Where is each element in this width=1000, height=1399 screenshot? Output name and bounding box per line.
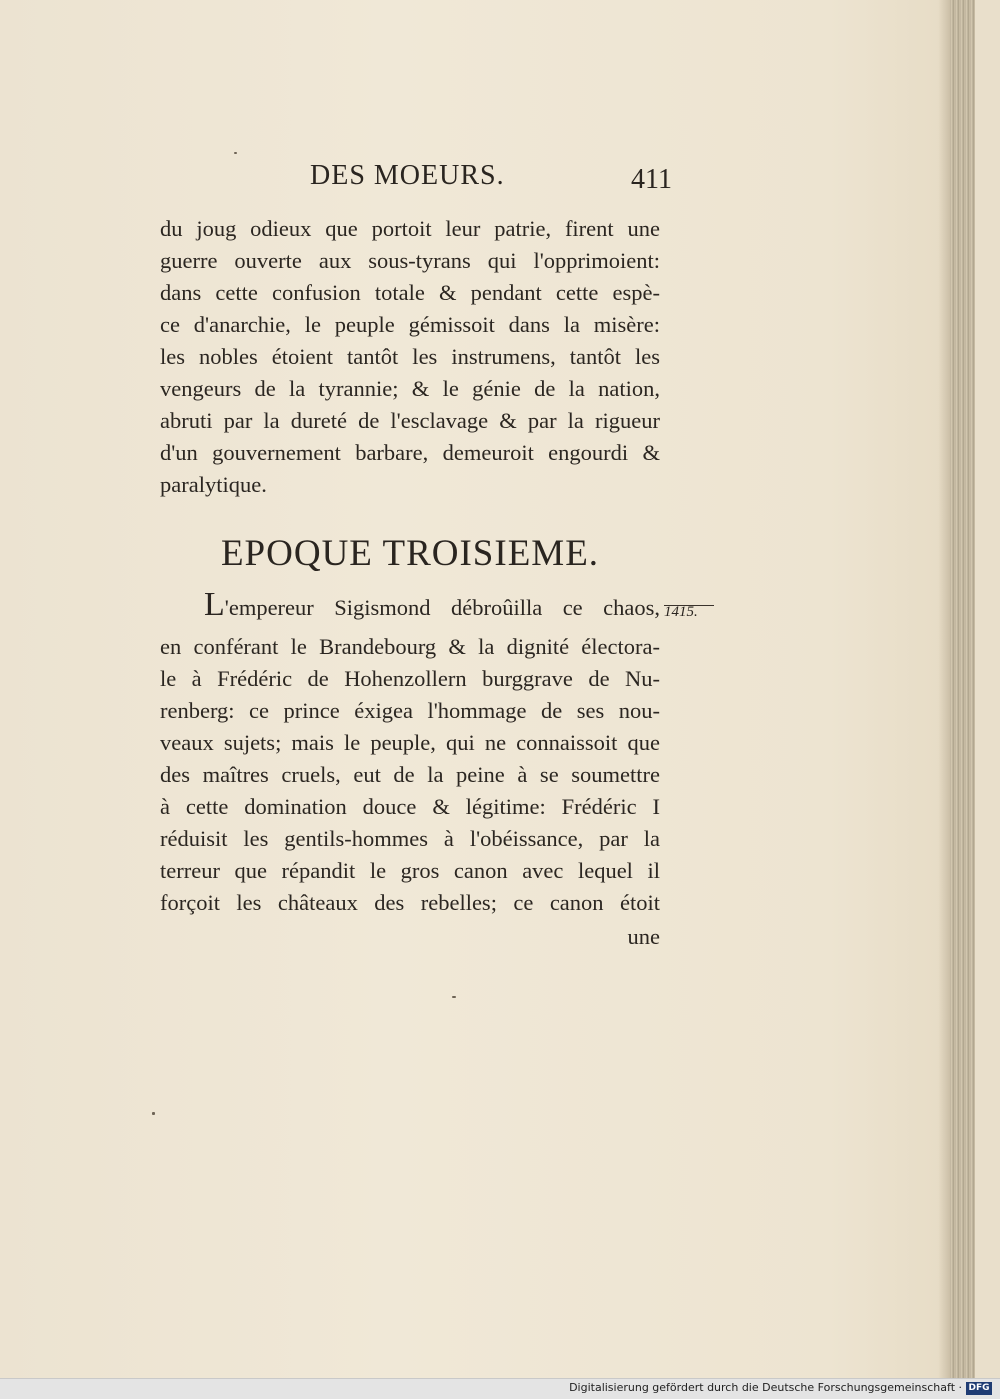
text-line: veaux sujets; mais le peuple, qui ne connaissoit que	[160, 730, 660, 755]
text-line: d'un gouvernement barbare, demeuroit engourdi &	[160, 440, 660, 465]
paper-speck	[452, 996, 456, 998]
text-line: du joug odieux que portoit leur patrie, firent une	[160, 216, 660, 241]
text-line: forçoit les châteaux des rebelles; ce canon étoit	[160, 890, 660, 915]
footer-credit: Digitalisierung gefördert durch die Deutsche Forschungsgemeinschaft ·	[569, 1381, 962, 1394]
dfg-logo: DFG	[966, 1382, 992, 1395]
running-head	[160, 160, 672, 196]
text-line: en conférant le Brandebourg & la dignité électora-	[160, 634, 660, 659]
page-stack-edge	[950, 0, 975, 1378]
text-line: renberg: ce prince éxigea l'hommage de ses nou-	[160, 698, 660, 723]
section-heading: EPOQUE TROISIEME.	[220, 533, 600, 574]
text-line: dans cette confusion totale & pendant cette espè-	[160, 280, 660, 305]
paper-speck	[152, 1112, 155, 1115]
footer-bar	[0, 1378, 1000, 1399]
drop-cap: L	[204, 586, 225, 623]
text-line: guerre ouverte aux sous-tyrans qui l'opprimoient:	[160, 248, 660, 273]
text-line-first	[160, 586, 660, 623]
text-line: à cette domination douce & légitime: Frédéric I	[160, 794, 660, 819]
text-line: paralytique.	[160, 472, 267, 497]
text-line: le à Frédéric de Hohenzollern burggrave de Nu-	[160, 666, 660, 691]
text-line: ce d'anarchie, le peuple gémissoit dans la misère:	[160, 312, 660, 337]
page-number: 411	[631, 164, 672, 195]
paper-speck	[234, 152, 237, 154]
text-line: vengeurs de la tyrannie; & le génie de la nation,	[160, 376, 660, 401]
margin-note-year: 1415.	[664, 604, 698, 620]
text-line: des maîtres cruels, eut de la peine à se soumettre	[160, 762, 660, 787]
text-line: les nobles étoient tantôt les instrumens, tantôt les	[160, 344, 660, 369]
text-line: terreur que répandit le gros canon avec lequel il	[160, 858, 660, 883]
catchword: une	[627, 924, 660, 949]
text-line: réduisit les gentils-hommes à l'obéissance, par la	[160, 826, 660, 851]
running-title: DES MOEURS.	[310, 160, 505, 191]
page-gutter-shadow	[938, 0, 950, 1378]
first-line-text: 'empereur Sigismond débroûilla ce chaos,	[224, 595, 660, 620]
text-line: abruti par la dureté de l'esclavage & par la rigueur	[160, 408, 660, 433]
